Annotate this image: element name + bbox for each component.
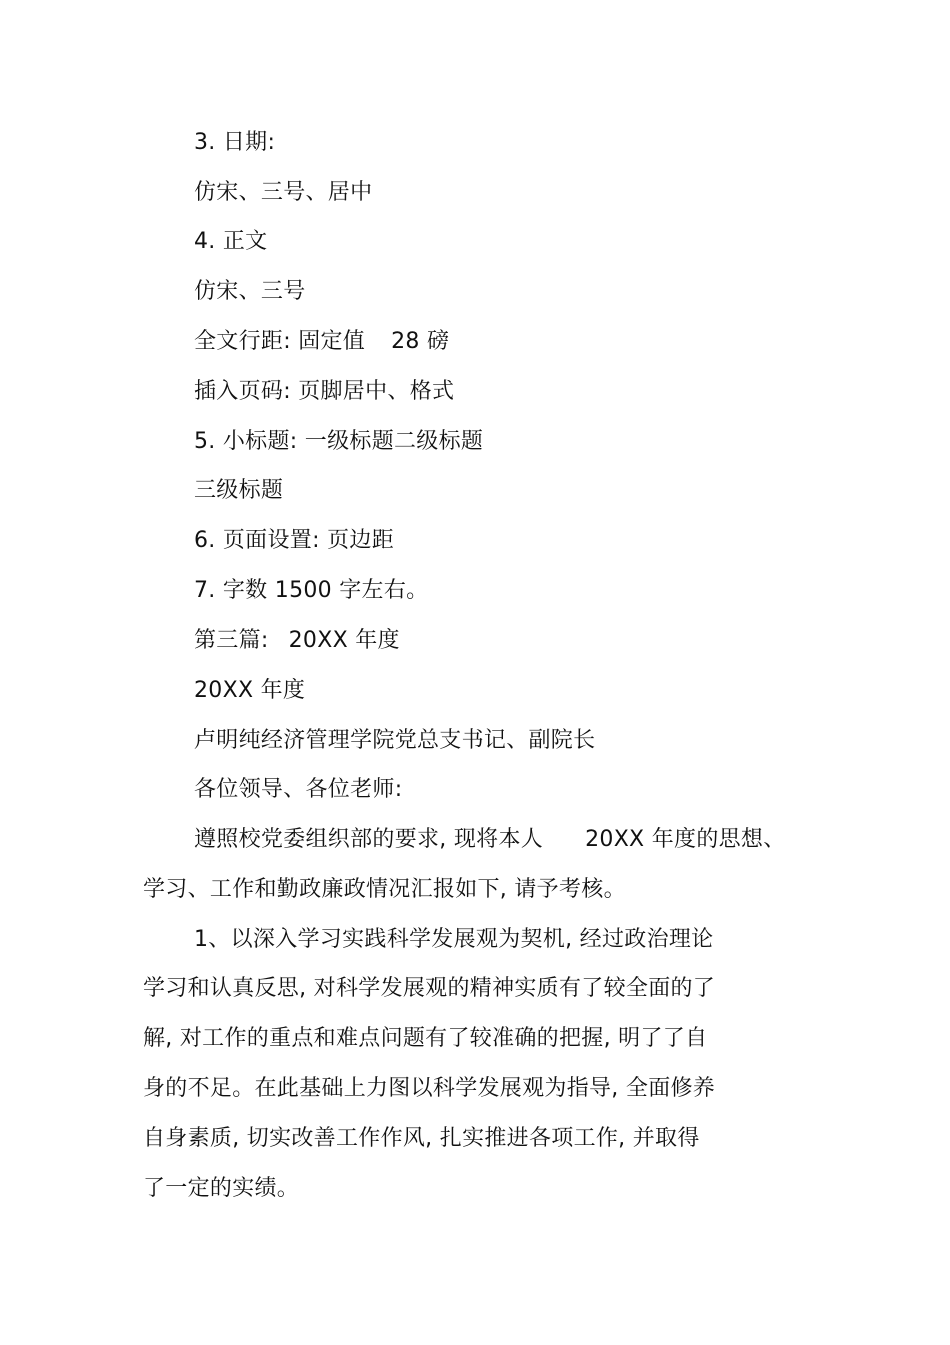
text-segment: 20XX 年度的思想、: [585, 827, 786, 852]
text-line: 三级标题: [194, 478, 284, 503]
text-segment: 全文行距: 固定值: [194, 329, 366, 354]
text-segment: 28 磅: [391, 329, 450, 354]
text-line: 学习、工作和勤政廉政情况汇报如下, 请予考核。: [143, 877, 626, 902]
text-line: [194, 327, 449, 357]
text-line: [194, 825, 786, 855]
text-line: 自身素质, 切实改善工作作风, 扎实推进各项工作, 并取得: [143, 1126, 700, 1151]
text-line: 插入页码: 页脚居中、格式: [194, 379, 455, 404]
text-line: 仿宋、三号: [194, 279, 306, 304]
text-line: 6. 页面设置: 页边距: [194, 528, 394, 553]
text-segment: 遵照校党委组织部的要求, 现将本人: [194, 827, 544, 852]
text-line: 解, 对工作的重点和难点问题有了较准确的把握, 明了了自: [143, 1026, 708, 1051]
text-line: 卢明纯经济管理学院党总支书记、副院长: [194, 728, 596, 753]
text-segment: 20XX 年度: [288, 628, 400, 653]
text-line: 学习和认真反思, 对科学发展观的精神实质有了较全面的了: [143, 976, 716, 1001]
text-line: 4. 正文: [194, 229, 268, 254]
text-line: 了一定的实绩。: [143, 1176, 300, 1201]
text-line: [194, 626, 400, 656]
text-line: 仿宋、三号、居中: [194, 180, 373, 205]
text-line: 7. 字数 1500 字左右。: [194, 578, 429, 603]
text-line: 3. 日期:: [194, 130, 276, 155]
text-line: 20XX 年度: [194, 678, 306, 703]
text-line: 5. 小标题: 一级标题二级标题: [194, 429, 484, 454]
text-line: 各位领导、各位老师:: [194, 777, 403, 802]
text-segment: 第三篇:: [194, 628, 269, 653]
text-line: 1、以深入学习实践科学发展观为契机, 经过政治理论: [194, 927, 714, 952]
text-line: 身的不足。在此基础上力图以科学发展观为指导, 全面修养: [143, 1076, 716, 1101]
